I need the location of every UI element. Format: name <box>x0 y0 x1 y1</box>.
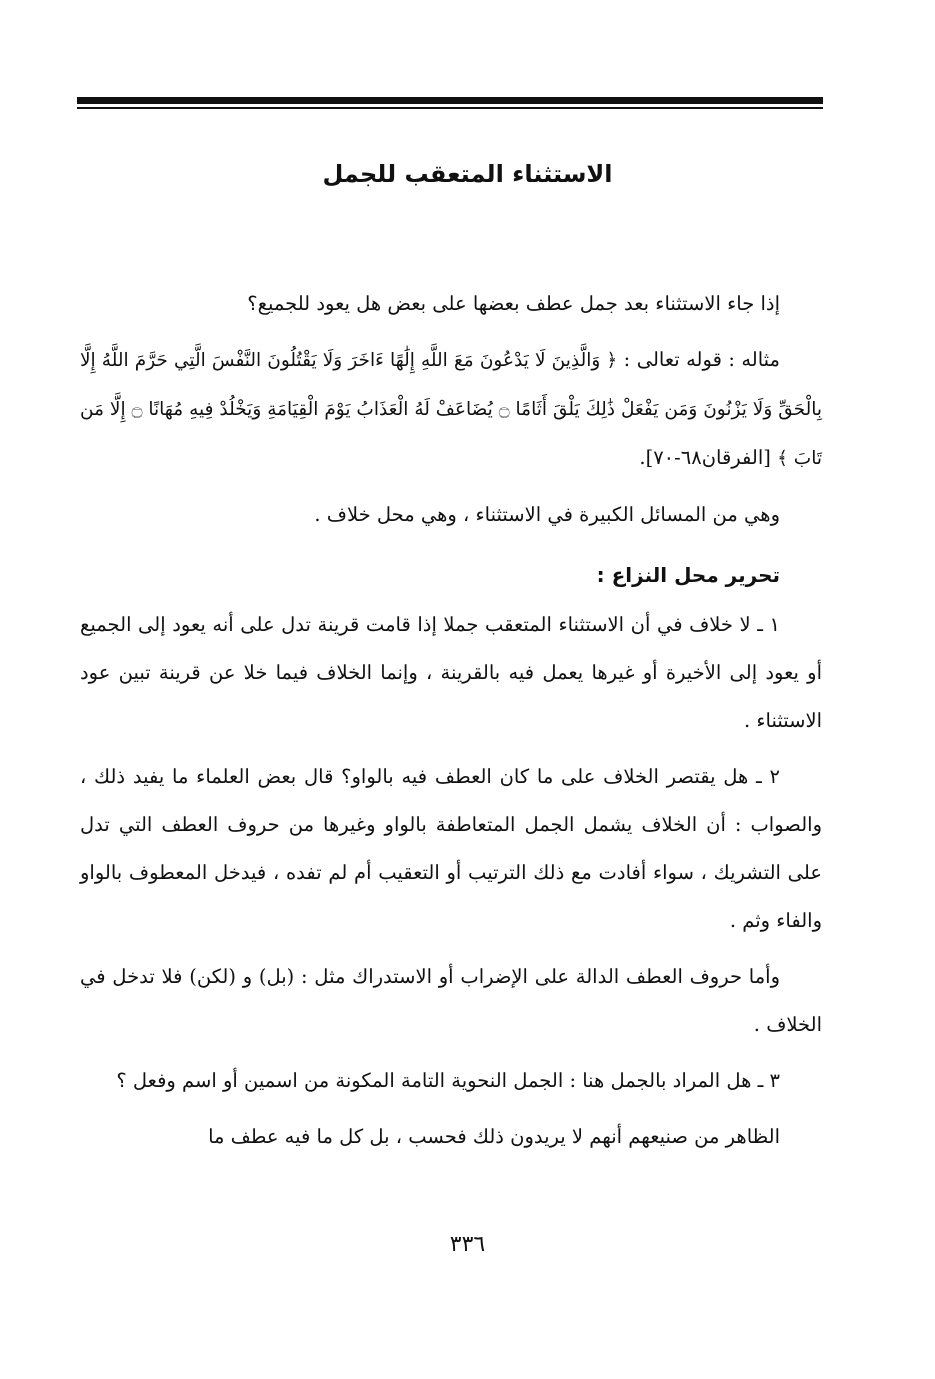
page-title: الاستثناء المتعقب للجمل <box>322 160 613 188</box>
point-3: ٣ ـ هل المراد بالجمل هنا : الجمل النحوية التامة المكونة من اسمين أو اسم وفعل ؟ <box>116 1069 780 1092</box>
example-intro: مثاله : قوله تعالى : <box>617 348 780 371</box>
major-issue-paragraph: وهي من المسائل الكبيرة في الاستثناء ، وهي محل خلاف . <box>314 503 780 526</box>
quran-verse: ﴿ وَالَّذِينَ لَا يَدْعُونَ مَعَ اللَّهِ إِلَٰهًا ءَاخَرَ وَلَا يَقْتُلُونَ النَّفْسَ الَّتِي حَرَّمَ اللَّهُ إِلَّا بِالْحَقِّ وَلَا يَزْنُونَ وَمَن يَفْعَلْ ذَٰلِكَ يَلْقَ أَثَامًا ۝ يُضَاعَفْ لَهُ الْعَذَابُ يَوْمَ الْقِيَامَةِ وَيَخْلُدْ فِيهِ مُهَانًا ۝ إِلَّا مَن تَابَ ﴾ <box>80 350 823 469</box>
header-rule-thin <box>77 107 823 109</box>
point-1: ١ ـ لا خلاف في أن الاستثناء المتعقب جملا إذا قامت قرينة تدل على أنه يعود إلى الجميع أو يعود إلى الأخيرة أو غيرها يعمل فيه بالقرينة ، وإنما الخلاف فيما خلا عن قرينة تبين عود الاستثناء . <box>80 613 822 732</box>
example-paragraph <box>80 336 822 483</box>
point-2: ٢ ـ هل يقتصر الخلاف على ما كان العطف فيه بالواو؟ قال بعض العلماء ما يفيد ذلك ، والصواب : أن الخلاف يشمل الجمل المتعاطفة بالواو وغيرها من حروف العطف التي تدل على التشريك ، سواء أفادت مع ذلك الترتيب أو التعقيب أم لم تفده ، فيدخل المعطوف بالواو والفاء وثم . <box>80 765 822 932</box>
point-2-note: وأما حروف العطف الدالة على الإضراب أو الاستدراك مثل : (بل) و (لكن) فلا تدخل في الخلاف . <box>80 965 822 1036</box>
point-3-answer: الظاهر من صنيعهم أنهم لا يريدون ذلك فحسب ، بل كل ما فيه عطف ما <box>208 1125 780 1148</box>
section-heading: تحرير محل النزاع : <box>596 563 780 587</box>
question-paragraph: إذا جاء الاستثناء بعد جمل عطف بعضها على بعض هل يعود للجميع؟ <box>247 292 780 315</box>
verse-reference: [الفرقان٦٨-٧٠]. <box>639 446 778 469</box>
page-number: ٣٣٦ <box>449 1232 486 1257</box>
header-rule-thick <box>77 97 823 104</box>
main-text <box>80 280 822 1169</box>
